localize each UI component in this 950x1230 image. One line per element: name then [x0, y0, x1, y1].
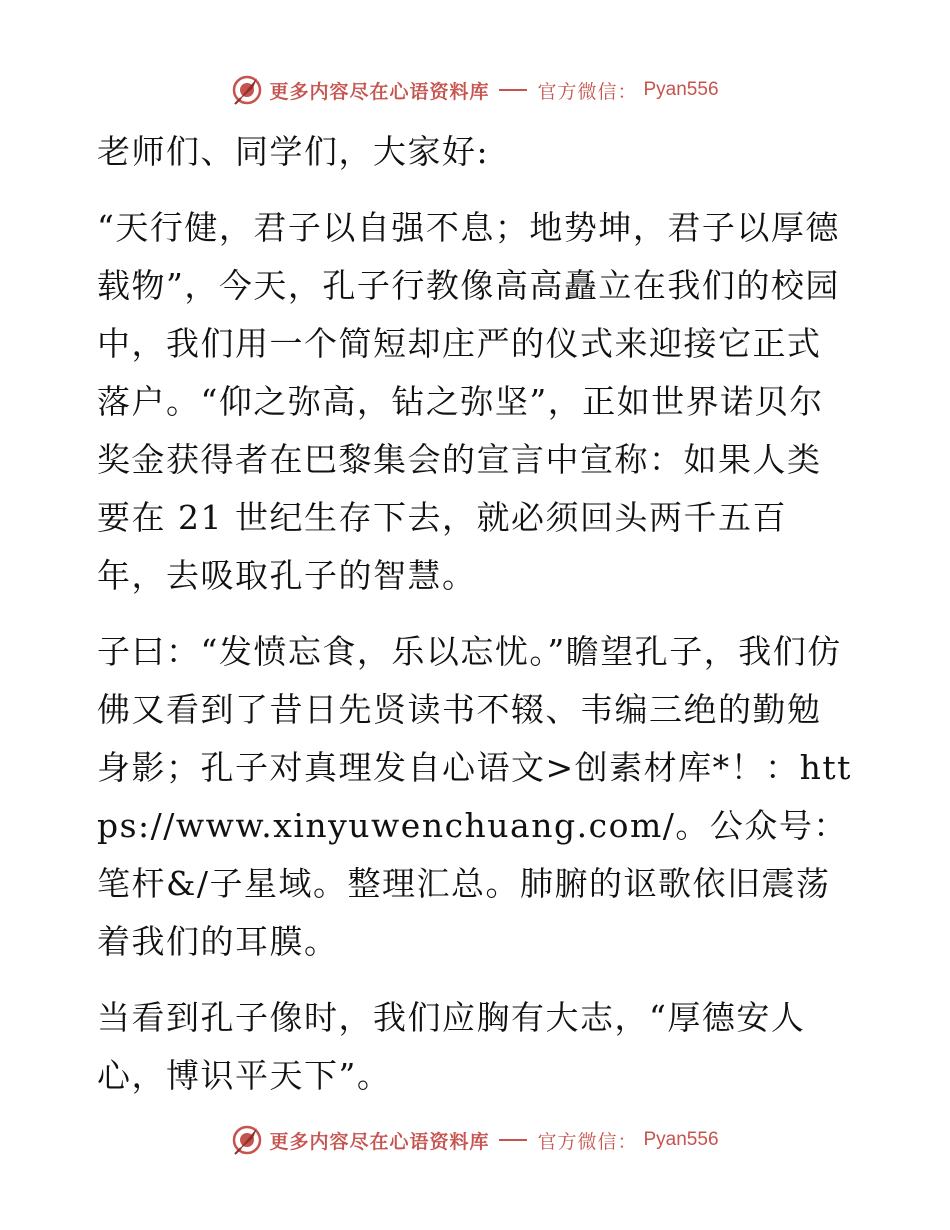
greeting-paragraph: 老师们、同学们，大家好: [97, 132, 490, 171]
body-paragraph-2: 子曰：“发愤忘食，乐以忘忧。”瞻望孔子，我们仿佛又看到了昔日先贤读书不辍、韦编三绝的勤勉身影；孔子对真理发自心语文>创素材库*！：https://www.xinyuwenchuang.com/。公众号：笔杆&/子星域。整理汇总。肺腑的讴歌依旧震荡着我们的耳膜。 [97, 632, 852, 961]
footer-banner [0, 1120, 950, 1160]
footer-banner-inner [231, 1124, 718, 1156]
body-paragraph-1: “天行健，君子以自强不息；地势坤，君子以厚德载物”，今天，孔子行教像高高矗立在我们的校园中，我们用一个简短却庄严的仪式来迎接它正式落户。“仰之弥高，钻之弥坚”，正如世界诺贝尔奖金获得者在巴黎集会的宣言中宣称：如果人类要在 21 世纪生存下去，就必须回头两千五百年，去吸取孔子的智慧。 [97, 208, 840, 595]
footer-banner-wechat-label: 官方微信： [537, 1130, 638, 1153]
document-body [97, 123, 852, 1105]
quill-seal-icon [231, 1124, 263, 1156]
header-banner-separator [499, 89, 527, 91]
header-banner-title: 更多内容尽在心语资料库 [269, 80, 490, 103]
header-banner-wechat-label: 官方微信： [537, 80, 638, 103]
footer-banner-separator [499, 1139, 527, 1141]
body-paragraph-3: 当看到孔子像时，我们应胸有大志，“厚德安人心，博识平天下”。 [97, 998, 806, 1095]
header-banner-inner [231, 74, 718, 106]
header-banner [0, 70, 950, 110]
quill-seal-icon [231, 74, 263, 106]
footer-banner-title: 更多内容尽在心语资料库 [269, 1130, 490, 1153]
header-banner-wechat-id: Pyan556 [643, 79, 719, 100]
footer-banner-wechat-id: Pyan556 [643, 1129, 719, 1150]
